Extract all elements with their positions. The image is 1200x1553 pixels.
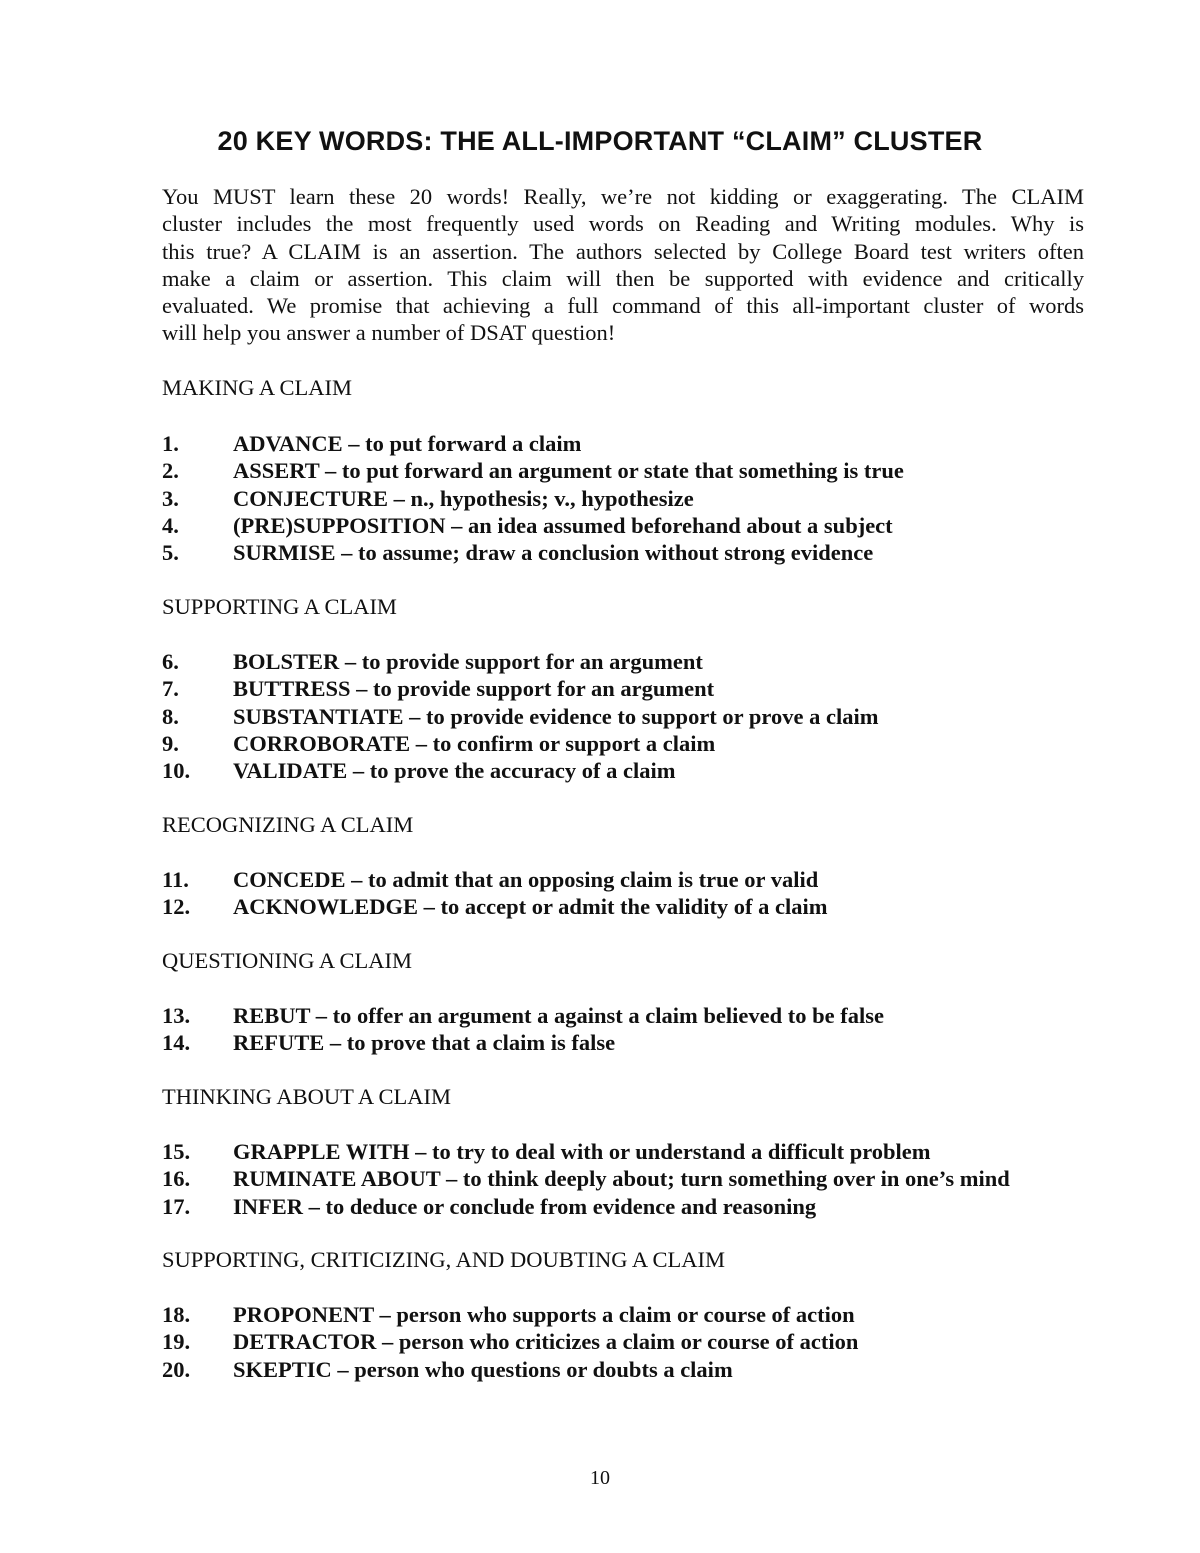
item-definition: ASSERT – to put forward an argument or state that something is true — [233, 458, 904, 484]
item-definition: PROPONENT – person who supports a claim or course of action — [233, 1302, 855, 1327]
item-definition: BOLSTER – to provide support for an argument — [233, 649, 703, 674]
item-definition: (PRE)SUPPOSITION – an idea assumed beforehand about a subject — [233, 512, 893, 538]
item-number: 3. — [162, 485, 179, 511]
word-item — [162, 430, 1092, 457]
item-definition: VALIDATE – to prove the accuracy of a claim — [233, 758, 676, 784]
word-item — [162, 1138, 1092, 1165]
word-item — [162, 648, 1092, 675]
item-number: 8. — [162, 703, 179, 729]
item-definition: CORROBORATE – to confirm or support a claim — [233, 730, 716, 756]
item-definition: CONJECTURE – n., hypothesis; v., hypothesize — [233, 485, 694, 511]
intro-line: this true? A CLAIM is an assertion. The authors selected by College Board test writers often — [162, 238, 1084, 264]
page-title: 20 KEY WORDS: THE ALL-IMPORTANT “CLAIM” CLUSTER — [217, 126, 983, 156]
item-number: 15. — [162, 1139, 191, 1164]
page-number: 10 — [590, 1467, 610, 1489]
intro-line: You MUST learn these 20 words! Really, we’re not kidding or exaggerating. The CLAIM — [162, 184, 1084, 209]
item-definition: SUBSTANTIATE – to provide evidence to support or prove a claim — [233, 703, 879, 729]
item-number: 13. — [162, 1003, 191, 1028]
item-definition: SURMISE – to assume; draw a conclusion without strong evidence — [233, 540, 874, 566]
word-item — [162, 866, 1092, 893]
word-item — [162, 893, 1092, 920]
item-definition: REBUT – to offer an argument a against a claim believed to be false — [233, 1003, 884, 1028]
section-heading-questioning: QUESTIONING A CLAIM — [162, 948, 412, 973]
section-heading-recognizing: RECOGNIZING A CLAIM — [162, 812, 414, 837]
item-number: 18. — [162, 1302, 191, 1327]
item-number: 12. — [162, 894, 191, 920]
item-number: 2. — [162, 458, 179, 484]
item-definition: REFUTE – to prove that a claim is false — [233, 1030, 616, 1056]
item-number: 10. — [162, 758, 191, 784]
item-number: 14. — [162, 1030, 191, 1056]
item-number: 6. — [162, 649, 179, 674]
item-definition: ACKNOWLEDGE – to accept or admit the validity of a claim — [233, 894, 828, 920]
item-number: 4. — [162, 512, 179, 538]
item-number: 16. — [162, 1166, 191, 1192]
intro-line: cluster includes the most frequently used words on Reading and Writing modules. Why is — [162, 211, 1084, 237]
item-definition: RUMINATE ABOUT – to think deeply about; turn something over in one’s mind — [233, 1166, 1010, 1192]
word-item — [162, 539, 1092, 566]
item-number: 19. — [162, 1329, 191, 1355]
word-item — [162, 1002, 1092, 1029]
section-heading-thinking: THINKING ABOUT A CLAIM — [162, 1084, 451, 1109]
item-definition: CONCEDE – to admit that an opposing claim is true or valid — [233, 867, 819, 892]
item-number: 9. — [162, 730, 179, 756]
word-item — [162, 485, 1092, 512]
item-definition: INFER – to deduce or conclude from evidence and reasoning — [233, 1193, 817, 1219]
word-item — [162, 757, 1092, 784]
item-definition: DETRACTOR – person who criticizes a claim or course of action — [233, 1329, 859, 1355]
item-number: 20. — [162, 1356, 191, 1382]
item-definition: SKEPTIC – person who questions or doubts a claim — [233, 1356, 733, 1382]
word-list-supporting — [162, 648, 1092, 784]
word-item — [162, 457, 1092, 484]
item-number: 5. — [162, 540, 179, 566]
intro-paragraph — [162, 183, 1084, 347]
intro-line: evaluated. We promise that achieving a full command of this all-important cluster of words — [162, 293, 1084, 319]
word-list-questioning — [162, 1002, 1092, 1057]
item-number: 11. — [162, 867, 189, 892]
section-heading-making: MAKING A CLAIM — [162, 375, 353, 400]
intro-line: make a claim or assertion. This claim will then be supported with evidence and critically — [162, 265, 1084, 291]
word-item — [162, 675, 1092, 702]
word-list-making — [162, 430, 1092, 566]
item-definition: BUTTRESS – to provide support for an argument — [233, 676, 715, 702]
section-heading-supporting-criticizing-doubting: SUPPORTING, CRITICIZING, AND DOUBTING A CLAIM — [162, 1247, 726, 1272]
item-number: 1. — [162, 431, 179, 456]
word-item — [162, 1356, 1092, 1383]
word-item — [162, 1301, 1092, 1328]
word-item — [162, 512, 1092, 539]
intro-line: will help you answer a number of DSAT question! — [162, 320, 616, 346]
word-item — [162, 1165, 1092, 1192]
item-definition: GRAPPLE WITH – to try to deal with or understand a difficult problem — [233, 1139, 931, 1164]
item-number: 17. — [162, 1193, 191, 1219]
item-number: 7. — [162, 676, 179, 702]
word-list-supporting-criticizing-doubting — [162, 1301, 1092, 1383]
word-item — [162, 1029, 1092, 1056]
word-item — [162, 730, 1092, 757]
word-list-recognizing — [162, 866, 1092, 921]
word-item — [162, 1193, 1092, 1220]
word-item — [162, 703, 1092, 730]
word-item — [162, 1328, 1092, 1355]
item-definition: ADVANCE – to put forward a claim — [233, 431, 582, 456]
word-list-thinking — [162, 1138, 1092, 1220]
section-heading-supporting: SUPPORTING A CLAIM — [162, 594, 397, 619]
